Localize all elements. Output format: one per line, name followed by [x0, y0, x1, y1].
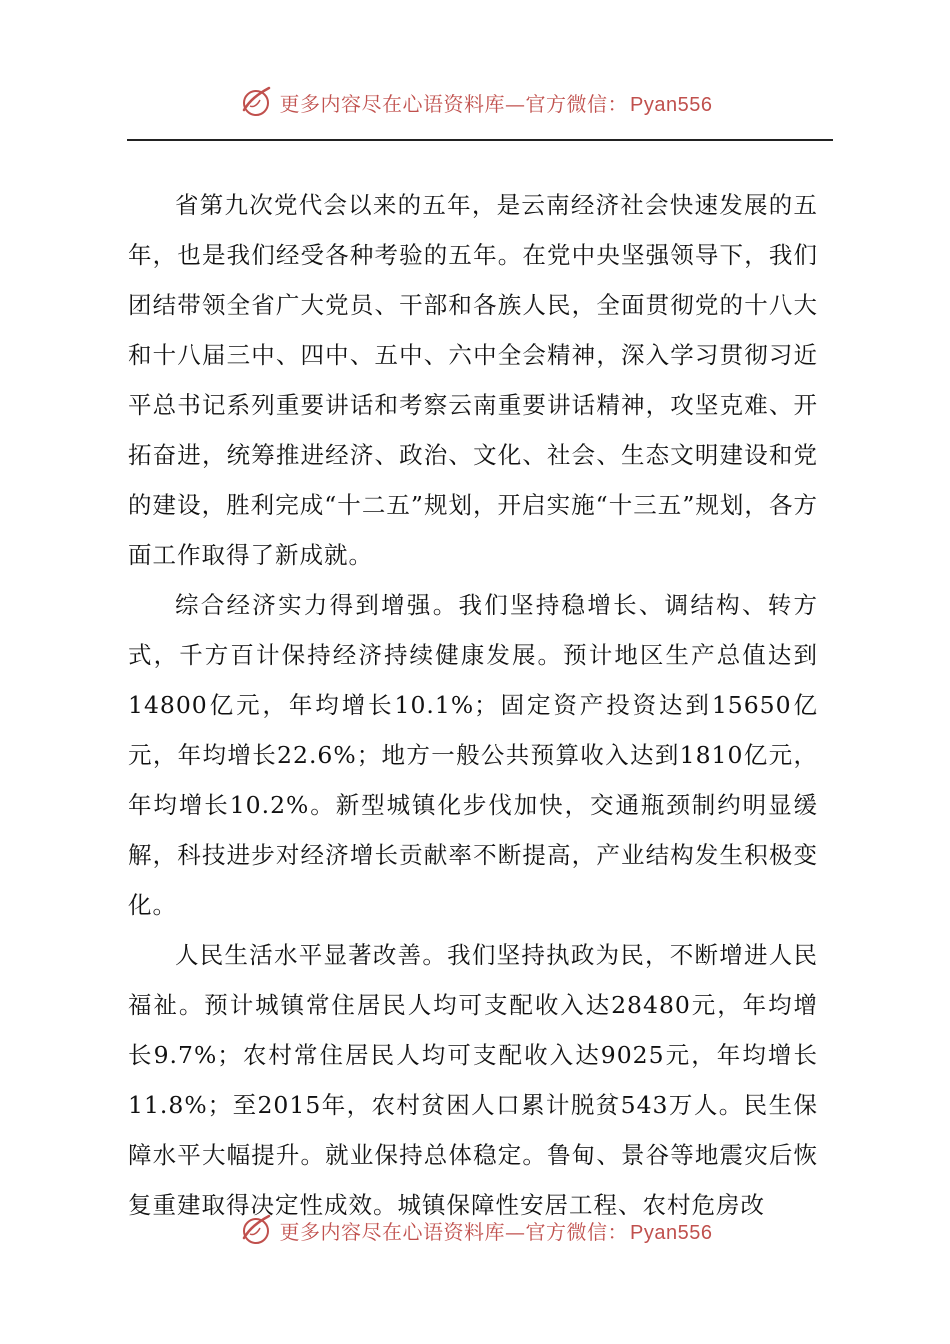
header-label: 更多内容尽在心语资料库—官方微信：: [279, 91, 629, 116]
paragraph-1: 省第九次党代会以来的五年，是云南经济社会快速发展的五年，也是我们经受各种考验的五年。在党中央坚强领导下，我们团结带领全省广大党员、干部和各族人民，全面贯彻党的十八大和十八届三中、四中、五中、六中全会精神，深入学习贯彻习近平总书记系列重要讲话和考察云南重要讲话精神，攻坚克难、开拓奋进，统筹推进经济、政治、文化、社会、生态文明建设和党的建设，胜利完成“十二五”规划，开启实施“十三五”规划，各方面工作取得了新成就。: [128, 191, 818, 569]
document-body: [128, 180, 818, 1230]
footer-wechat-id: Pyan556: [630, 1221, 713, 1244]
pen-signature-logo-icon: [238, 84, 274, 120]
header-divider: [127, 139, 833, 141]
header-wechat-id: Pyan556: [630, 93, 713, 116]
header-text: [280, 88, 713, 117]
pen-signature-logo-icon: [238, 1212, 274, 1248]
footer-banner: [0, 1210, 950, 1250]
paragraph-3: 人民生活水平显著改善。我们坚持执政为民，不断增进人民福祉。预计城镇常住居民人均可支配收入达28480元，年均增长9.7%；农村常住居民人均可支配收入达9025元，年均增长11.8%；至2015年，农村贫困人口累计脱贫543万人。民生保障水平大幅提升。就业保持总体稳定。鲁甸、景谷等地震灾后恢复重建取得决定性成效。城镇保障性安居工程、农村危房改: [128, 941, 818, 1219]
footer-text: [280, 1216, 713, 1245]
header-banner: [0, 82, 950, 122]
footer-label: 更多内容尽在心语资料库—官方微信：: [279, 1219, 629, 1244]
paragraph-2: 综合经济实力得到增强。我们坚持稳增长、调结构、转方式，千方百计保持经济持续健康发展。预计地区生产总值达到14800亿元，年均增长10.1%；固定资产投资达到15650亿元，年均增长22.6%；地方一般公共预算收入达到1810亿元，年均增长10.2%。新型城镇化步伐加快，交通瓶颈制约明显缓解，科技进步对经济增长贡献率不断提高，产业结构发生积极变化。: [128, 591, 818, 919]
